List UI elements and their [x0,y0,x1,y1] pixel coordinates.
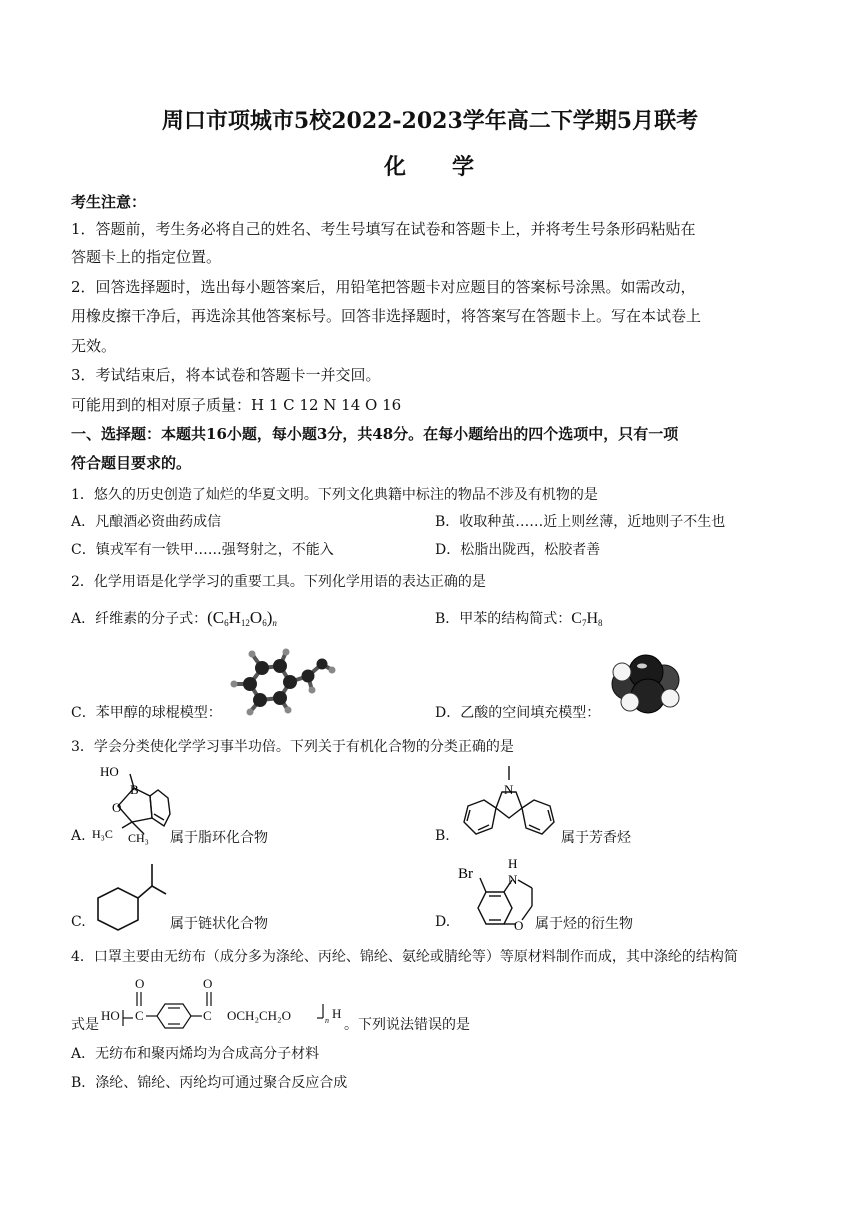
q3-option-c-text: 属于链状化合物 [170,916,268,932]
subject-char-1: 化 [383,154,408,180]
polyester-carbonyl-c-2: C [203,1008,212,1023]
atomic-mass-line: 可能用到的相对原子质量：H 1 C 12 N 14 O 16 [71,396,402,414]
q2-option-c-label: C．苯甲醇的球棍模型： [71,705,222,721]
q2-option-d-label: D．乙酸的空间填充模型： [435,705,601,721]
q3-a-atom-ho: HO [100,764,119,779]
q4-stem: 4．口罩主要由无纺布（成分多为涤纶、丙纶、锦纶、氨纶或腈纶等）等原材料制作而成，其中涤纶的结构简 [71,949,738,965]
q4-suffix: 。下列说法错误的是 [344,1017,470,1033]
section-1-heading-line-1: 一、选择题：本题共16小题，每小题3分，共48分。在每小题给出的四个选项中，只有一项 [71,425,679,443]
q3-structure-c [92,860,172,934]
q3-structure-d [456,856,540,936]
subject-title [0,150,860,181]
notice-item-1-line-2: 答题卡上的指定位置。 [71,248,222,266]
subject-char-2: 学 [452,154,477,180]
q3-b-atom-n: N [504,782,514,797]
notice-item-2-line-3: 无效。 [71,337,117,355]
q2-option-a-label: A．纤维素的分子式： [71,611,208,627]
acetic-acid-space-filling-model [608,654,684,716]
notice-item-2-line-1: 2．回答选择题时，选出每小题答案后，用铅笔把答题卡对应题目的答案标号涂黑。如需改动， [71,278,696,296]
polyester-carbonyl-o-2: O [203,976,213,991]
q3-structure-a [92,762,172,844]
q3-a-atom-ch3: CH₃ [128,831,149,845]
q3-a-atom-b: B [130,782,139,797]
q3-d-atom-h: H [508,856,518,871]
q3-option-a-label: A. [71,828,86,844]
q2-option-a [71,608,277,628]
q4-prefix: 式是 [71,1017,99,1033]
q1-option-a: A．凡酿酒必资曲药成信 [71,514,222,530]
notice-heading: 考生注意： [71,193,147,211]
polyester-n: n [325,1016,329,1025]
q1-option-d: D．松脂出陇西，松胶者善 [435,542,601,558]
polyester-end-h: H [332,1006,342,1021]
q4-option-a: A．无纺布和聚丙烯均为合成高分子材料 [71,1046,320,1062]
q2-option-b [435,608,603,628]
cellulose-formula: $(C_6H_{12}O_6)_n$ [207,608,277,628]
q3-d-atom-br: Br [458,866,473,882]
q3-option-b-label: B. [435,828,450,844]
q3-option-b-text: 属于芳香烃 [561,830,631,846]
polyester-ethylene-glycol-unit: OCH₂CH₂O [227,1008,291,1023]
q3-option-a-text: 属于脂环化合物 [170,830,268,846]
polyester-structure-formula [99,974,349,1026]
notice-item-1-line-1: 1．答题前，考生务必将自己的姓名、考生号填写在试卷和答题卡上，并将考生号条形码粘贴在 [71,220,696,238]
q1-option-c: C．镇戎军有一铁甲……强弩射之，不能入 [71,542,334,558]
q3-d-atom-n: N [508,872,518,887]
benzyl-alcohol-ball-stick-model [228,646,340,712]
q1-option-b: B．收取种茧……近上则丝薄，近地则子不生也 [435,514,726,530]
q1-stem: 1．悠久的历史创造了灿烂的华夏文明。下列文化典籍中标注的物品不涉及有机物的是 [71,487,598,503]
polyester-carbonyl-o-1: O [135,976,145,991]
toluene-formula: $C_7H_8$ [571,610,603,628]
q3-option-c-label: C. [71,914,86,930]
q2-option-b-label: B．甲苯的结构简式： [435,611,572,627]
q2-stem: 2．化学用语是化学学习的重要工具。下列化学用语的表达正确的是 [71,574,486,590]
polyester-carbonyl-c-1: C [135,1008,144,1023]
exam-title: 周口市项城市5校2022-2023学年高二下学期5月联考 [161,108,699,134]
polyester-ho: HO [101,1008,120,1023]
q3-d-atom-o: O [514,918,524,933]
q3-option-d-label: D. [435,914,451,930]
q3-a-atom-h3c: H₃C [92,827,113,841]
q3-stem: 3．学会分类使化学学习事半功倍。下列关于有机化合物的分类正确的是 [71,739,514,755]
q3-structure-b [456,764,562,844]
notice-item-2-line-2: 用橡皮擦干净后，再选涂其他答案标号。回答非选择题时，将答案写在答题卡上。写在本试卷上 [71,307,702,325]
q3-a-atom-o: O [112,800,122,815]
section-1-heading-line-2: 符合题目要求的。 [71,454,192,472]
q4-option-b: B．涤纶、锦纶、丙纶均可通过聚合反应合成 [71,1075,348,1091]
q3-option-d-text: 属于烃的衍生物 [535,916,633,932]
notice-item-3: 3．考试结束后，将本试卷和答题卡一并交回。 [71,366,381,384]
